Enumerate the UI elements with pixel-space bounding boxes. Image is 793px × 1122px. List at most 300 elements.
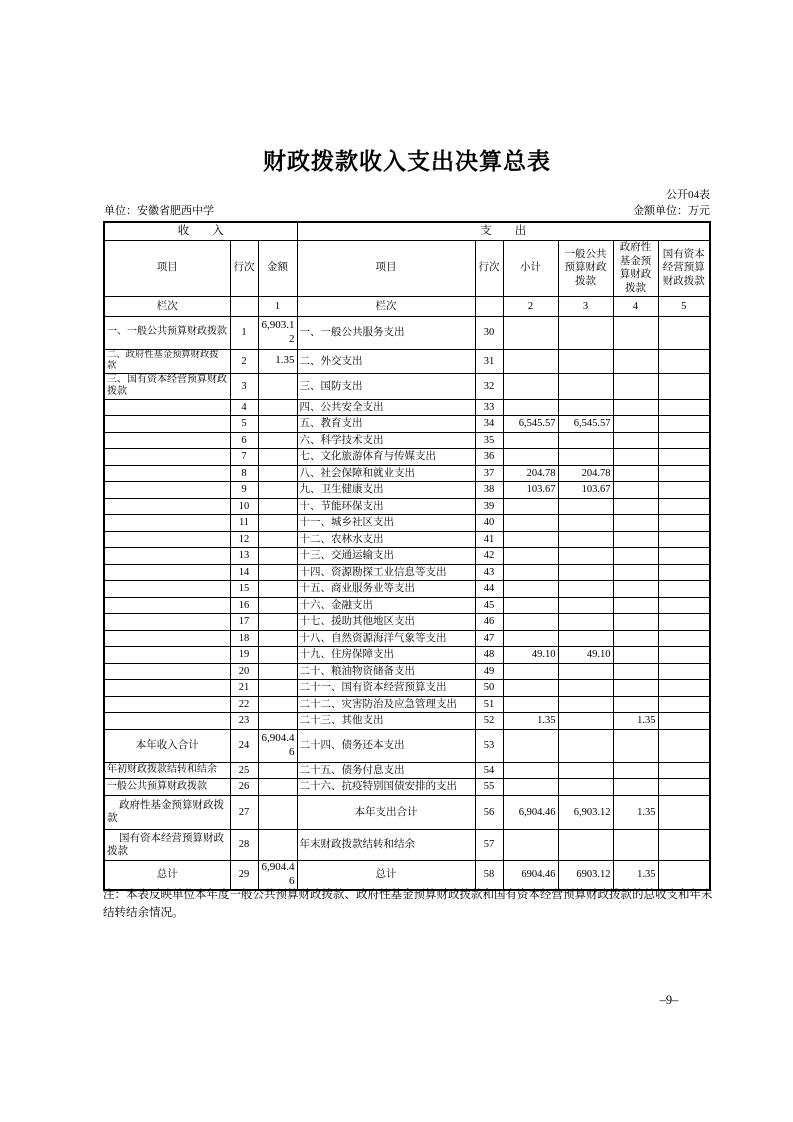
income-item-cell (104, 680, 230, 697)
col-expense-line: 行次 (475, 241, 503, 297)
expense-line-cell: 46 (475, 614, 503, 631)
income-amount-cell (258, 399, 297, 416)
general-budget-cell (558, 597, 613, 614)
column-index-row (104, 296, 710, 316)
state-capital-cell (658, 349, 710, 373)
income-item-cell (104, 630, 230, 647)
state-capital-cell (658, 795, 710, 829)
state-capital-cell (658, 696, 710, 713)
subtotal-cell (503, 614, 558, 631)
gov-fund-cell (613, 779, 658, 796)
general-budget-cell (558, 614, 613, 631)
table-row (104, 829, 710, 860)
income-item-cell (104, 597, 230, 614)
general-budget-cell (558, 779, 613, 796)
state-capital-cell (658, 713, 710, 730)
income-item-cell (104, 548, 230, 565)
income-amount-cell (258, 762, 297, 779)
gov-fund-cell (613, 349, 658, 373)
gov-fund-cell: 1.35 (613, 860, 658, 890)
expense-line-cell: 39 (475, 498, 503, 515)
income-amount-cell (258, 795, 297, 829)
table-row (104, 647, 710, 664)
col-general-budget: 一般公共预算财政拨款 (558, 241, 613, 297)
col-income-amount: 金额 (258, 241, 297, 297)
gov-fund-cell (613, 762, 658, 779)
income-amount-cell: 6,904.46 (258, 860, 297, 890)
state-capital-cell (658, 680, 710, 697)
income-line-cell: 18 (230, 630, 258, 647)
income-line-cell: 27 (230, 795, 258, 829)
expense-line-cell: 48 (475, 647, 503, 664)
income-amount-cell (258, 597, 297, 614)
subtotal-cell: 6,545.57 (503, 416, 558, 433)
income-line-cell: 12 (230, 531, 258, 548)
page-number: –9– (659, 993, 679, 1007)
income-line-cell: 14 (230, 564, 258, 581)
table-row (104, 349, 710, 373)
income-line-cell: 23 (230, 713, 258, 730)
table-row (104, 399, 710, 416)
expense-item-cell: 年末财政拨款结转和结余 (297, 829, 475, 860)
state-capital-cell (658, 432, 710, 449)
expense-line-cell: 34 (475, 416, 503, 433)
expense-line-cell: 45 (475, 597, 503, 614)
general-budget-cell: 103.67 (558, 482, 613, 499)
subtotal-cell (503, 373, 558, 399)
expense-item-cell: 九、卫生健康支出 (297, 482, 475, 499)
gov-fund-cell (613, 729, 658, 762)
income-amount-cell (258, 779, 297, 796)
general-budget-cell (558, 548, 613, 565)
expense-item-cell: 本年支出合计 (297, 795, 475, 829)
table-row (104, 515, 710, 532)
expense-item-cell: 总计 (297, 860, 475, 890)
expense-item-cell: 十九、住房保障支出 (297, 647, 475, 664)
lanci-expense-line (475, 296, 503, 316)
gov-fund-cell (613, 630, 658, 647)
general-budget-cell (558, 762, 613, 779)
income-amount-cell (258, 680, 297, 697)
income-line-cell: 24 (230, 729, 258, 762)
expense-line-cell: 54 (475, 762, 503, 779)
lanci-col-1: 1 (258, 296, 297, 316)
subtotal-cell: 204.78 (503, 465, 558, 482)
income-item-cell (104, 449, 230, 466)
lanci-income-line (230, 296, 258, 316)
income-item-cell (104, 482, 230, 499)
income-line-cell: 21 (230, 680, 258, 697)
income-line-cell: 13 (230, 548, 258, 565)
subtotal-cell (503, 449, 558, 466)
gov-fund-cell (613, 696, 658, 713)
expense-line-cell: 58 (475, 860, 503, 890)
gov-fund-cell (613, 465, 658, 482)
income-amount-cell (258, 465, 297, 482)
subtotal-cell (503, 432, 558, 449)
income-item-cell (104, 515, 230, 532)
income-line-cell: 20 (230, 663, 258, 680)
income-item-cell: 年初财政拨款结转和结余 (104, 762, 230, 779)
subtotal-cell (503, 531, 558, 548)
income-line-cell: 5 (230, 416, 258, 433)
income-amount-cell (258, 696, 297, 713)
meta-row (104, 202, 710, 218)
state-capital-cell (658, 449, 710, 466)
general-budget-cell (558, 581, 613, 598)
income-amount-cell (258, 416, 297, 433)
expense-line-cell: 50 (475, 680, 503, 697)
table-row (104, 449, 710, 466)
income-item-cell: 一、一般公共预算财政拨款 (104, 316, 230, 349)
table-row (104, 762, 710, 779)
income-item-cell: 二、政府性基金预算财政拨款 (104, 349, 230, 373)
income-amount-cell (258, 548, 297, 565)
expense-line-cell: 31 (475, 349, 503, 373)
expense-item-cell: 十五、商业服务业等支出 (297, 581, 475, 598)
income-amount-cell (258, 449, 297, 466)
table-row (104, 680, 710, 697)
gov-fund-cell (613, 597, 658, 614)
expense-item-cell: 八、社会保障和就业支出 (297, 465, 475, 482)
col-income-line: 行次 (230, 241, 258, 297)
state-capital-cell (658, 762, 710, 779)
general-budget-cell (558, 498, 613, 515)
subtotal-cell (503, 663, 558, 680)
gov-fund-cell (613, 432, 658, 449)
income-line-cell: 17 (230, 614, 258, 631)
table-row (104, 614, 710, 631)
subtotal-cell: 6904.46 (503, 860, 558, 890)
table-row (104, 779, 710, 796)
expense-line-cell: 36 (475, 449, 503, 466)
fiscal-table (103, 221, 711, 891)
state-capital-cell (658, 316, 710, 349)
income-item-cell (104, 465, 230, 482)
gov-fund-cell (613, 531, 658, 548)
subtotal-cell (503, 548, 558, 565)
state-capital-cell (658, 779, 710, 796)
income-line-cell: 28 (230, 829, 258, 860)
general-budget-cell (558, 449, 613, 466)
col-state-capital: 国有资本经营预算财政拨款 (658, 241, 710, 297)
table-row (104, 597, 710, 614)
table-row (104, 729, 710, 762)
footnote: 注：本表反映单位本年度一般公共预算财政拨款、政府性基金预算财政拨款和国有资本经营预算财政拨款的总收支和年末结转结余情况。 (103, 889, 713, 920)
income-amount-cell (258, 581, 297, 598)
expense-item-cell: 十六、金融支出 (297, 597, 475, 614)
gov-fund-cell (613, 449, 658, 466)
gov-fund-cell (613, 680, 658, 697)
income-line-cell: 3 (230, 373, 258, 399)
gov-fund-cell: 1.35 (613, 795, 658, 829)
income-amount-cell (258, 564, 297, 581)
amount-unit-label: 金额单位：万元 (633, 205, 710, 217)
expense-item-cell: 十四、资源勘探工业信息等支出 (297, 564, 475, 581)
expense-line-cell: 47 (475, 630, 503, 647)
expense-item-cell: 十三、交通运输支出 (297, 548, 475, 565)
table-row (104, 630, 710, 647)
general-budget-cell (558, 564, 613, 581)
gov-fund-cell (613, 829, 658, 860)
income-item-cell: 本年收入合计 (104, 729, 230, 762)
subtotal-cell (503, 316, 558, 349)
unit-label: 单位：安徽省肥西中学 (104, 205, 214, 217)
lanci-col-4: 4 (613, 296, 658, 316)
income-line-cell: 25 (230, 762, 258, 779)
general-budget-cell (558, 729, 613, 762)
income-line-cell: 22 (230, 696, 258, 713)
gov-fund-cell (613, 614, 658, 631)
income-item-cell (104, 432, 230, 449)
expense-item-cell: 十一、城乡社区支出 (297, 515, 475, 532)
expense-item-cell: 十七、援助其他地区支出 (297, 614, 475, 631)
expense-line-cell: 53 (475, 729, 503, 762)
subtotal-cell: 1.35 (503, 713, 558, 730)
expense-item-cell: 二十三、其他支出 (297, 713, 475, 730)
expense-item-cell: 七、文化旅游体育与传媒支出 (297, 449, 475, 466)
subtotal-cell (503, 829, 558, 860)
income-section-header: 收 入 (104, 222, 297, 241)
income-item-cell: 三、国有资本经营预算财政拨款 (104, 373, 230, 399)
expense-item-cell: 二十一、国有资本经营预算支出 (297, 680, 475, 697)
table-row (104, 432, 710, 449)
subtotal-cell (503, 399, 558, 416)
table-row (104, 548, 710, 565)
lanci-income: 栏次 (104, 296, 230, 316)
table-row (104, 482, 710, 499)
income-item-cell (104, 498, 230, 515)
general-budget-cell (558, 432, 613, 449)
state-capital-cell (658, 531, 710, 548)
table-row (104, 795, 710, 829)
gov-fund-cell (613, 581, 658, 598)
general-budget-cell: 204.78 (558, 465, 613, 482)
income-amount-cell: 6,903.12 (258, 316, 297, 349)
income-amount-cell: 1.35 (258, 349, 297, 373)
expense-line-cell: 35 (475, 432, 503, 449)
section-header-row (104, 222, 710, 241)
income-item-cell (104, 696, 230, 713)
expense-item-cell: 五、教育支出 (297, 416, 475, 433)
expense-line-cell: 41 (475, 531, 503, 548)
state-capital-cell (658, 663, 710, 680)
gov-fund-cell (613, 399, 658, 416)
income-line-cell: 16 (230, 597, 258, 614)
expense-item-cell: 十、节能环保支出 (297, 498, 475, 515)
expense-item-cell: 二十六、抗疫特别国债安排的支出 (297, 779, 475, 796)
state-capital-cell (658, 829, 710, 860)
income-line-cell: 6 (230, 432, 258, 449)
gov-fund-cell: 1.35 (613, 713, 658, 730)
state-capital-cell (658, 581, 710, 598)
income-line-cell: 9 (230, 482, 258, 499)
income-item-cell (104, 713, 230, 730)
page-title: 财政拨款收入支出决算总表 (263, 149, 551, 174)
general-budget-cell: 6,903.12 (558, 795, 613, 829)
general-budget-cell (558, 713, 613, 730)
table-row (104, 564, 710, 581)
table-row (104, 663, 710, 680)
table-row (104, 581, 710, 598)
general-budget-cell (558, 349, 613, 373)
expense-item-cell: 十八、自然资源海洋气象等支出 (297, 630, 475, 647)
income-amount-cell (258, 663, 297, 680)
table-code-label: 公开04表 (666, 189, 710, 201)
income-amount-cell (258, 630, 297, 647)
expense-item-cell: 二十四、债务还本支出 (297, 729, 475, 762)
lanci-col-3: 3 (558, 296, 613, 316)
col-income-item: 项目 (104, 241, 230, 297)
income-amount-cell (258, 531, 297, 548)
table-row (104, 373, 710, 399)
gov-fund-cell (613, 416, 658, 433)
expense-line-cell: 32 (475, 373, 503, 399)
general-budget-cell (558, 531, 613, 548)
income-line-cell: 15 (230, 581, 258, 598)
general-budget-cell: 6,545.57 (558, 416, 613, 433)
state-capital-cell (658, 482, 710, 499)
subtotal-cell (503, 779, 558, 796)
expense-line-cell: 40 (475, 515, 503, 532)
lanci-col-5: 5 (658, 296, 710, 316)
income-line-cell: 1 (230, 316, 258, 349)
income-item-cell (104, 614, 230, 631)
income-item-cell (104, 663, 230, 680)
income-amount-cell (258, 498, 297, 515)
gov-fund-cell (613, 373, 658, 399)
state-capital-cell (658, 416, 710, 433)
general-budget-cell (558, 630, 613, 647)
lanci-col-2: 2 (503, 296, 558, 316)
income-line-cell: 2 (230, 349, 258, 373)
state-capital-cell (658, 548, 710, 565)
col-gov-fund: 政府性基金预算财政拨款 (613, 241, 658, 297)
expense-item-cell: 二十、粮油物资储备支出 (297, 663, 475, 680)
subtotal-cell (503, 564, 558, 581)
subtotal-cell (503, 515, 558, 532)
table-body (104, 316, 710, 890)
general-budget-cell (558, 663, 613, 680)
general-budget-cell (558, 829, 613, 860)
general-budget-cell (558, 399, 613, 416)
income-amount-cell (258, 432, 297, 449)
income-line-cell: 29 (230, 860, 258, 890)
expense-item-cell: 四、公共安全支出 (297, 399, 475, 416)
lanci-expense: 栏次 (297, 296, 475, 316)
expense-item-cell: 二、外交支出 (297, 349, 475, 373)
income-item-cell (104, 399, 230, 416)
table-row (104, 696, 710, 713)
expense-line-cell: 33 (475, 399, 503, 416)
expense-line-cell: 56 (475, 795, 503, 829)
gov-fund-cell (613, 515, 658, 532)
table-row (104, 465, 710, 482)
general-budget-cell (558, 696, 613, 713)
expense-line-cell: 37 (475, 465, 503, 482)
state-capital-cell (658, 515, 710, 532)
income-amount-cell: 6,904.46 (258, 729, 297, 762)
general-budget-cell: 6903.12 (558, 860, 613, 890)
subtotal-cell (503, 696, 558, 713)
state-capital-cell (658, 498, 710, 515)
expense-item-cell: 十二、农林水支出 (297, 531, 475, 548)
expense-item-cell: 一、一般公共服务支出 (297, 316, 475, 349)
gov-fund-cell (613, 482, 658, 499)
gov-fund-cell (613, 663, 658, 680)
expense-item-cell: 二十五、债务付息支出 (297, 762, 475, 779)
general-budget-cell (558, 680, 613, 697)
expense-line-cell: 30 (475, 316, 503, 349)
expense-line-cell: 49 (475, 663, 503, 680)
state-capital-cell (658, 399, 710, 416)
income-item-cell (104, 531, 230, 548)
gov-fund-cell (613, 498, 658, 515)
table-row (104, 713, 710, 730)
expense-line-cell: 52 (475, 713, 503, 730)
income-amount-cell (258, 515, 297, 532)
expense-line-cell: 44 (475, 581, 503, 598)
income-amount-cell (258, 829, 297, 860)
general-budget-cell (558, 373, 613, 399)
subtotal-cell (503, 498, 558, 515)
income-line-cell: 8 (230, 465, 258, 482)
expenditure-section-header: 支 出 (297, 222, 710, 241)
income-line-cell: 11 (230, 515, 258, 532)
column-header-row (104, 241, 710, 297)
state-capital-cell (658, 614, 710, 631)
subtotal-cell (503, 680, 558, 697)
col-subtotal: 小计 (503, 241, 558, 297)
income-item-cell: 国有资本经营预算财政拨款 (104, 829, 230, 860)
col-expense-item: 项目 (297, 241, 475, 297)
expense-line-cell: 43 (475, 564, 503, 581)
expense-line-cell: 57 (475, 829, 503, 860)
income-item-cell: 一般公共预算财政拨款 (104, 779, 230, 796)
expense-line-cell: 51 (475, 696, 503, 713)
subtotal-cell (503, 762, 558, 779)
general-budget-cell: 49.10 (558, 647, 613, 664)
table-row (104, 498, 710, 515)
state-capital-cell (658, 729, 710, 762)
income-amount-cell (258, 614, 297, 631)
state-capital-cell (658, 630, 710, 647)
income-item-cell (104, 416, 230, 433)
state-capital-cell (658, 465, 710, 482)
subtotal-cell (503, 597, 558, 614)
state-capital-cell (658, 373, 710, 399)
income-line-cell: 26 (230, 779, 258, 796)
income-item-cell (104, 564, 230, 581)
income-amount-cell (258, 482, 297, 499)
subtotal-cell: 6,904.46 (503, 795, 558, 829)
income-item-cell (104, 647, 230, 664)
expense-item-cell: 二十二、灾害防治及应急管理支出 (297, 696, 475, 713)
income-item-cell: 总计 (104, 860, 230, 890)
income-amount-cell (258, 373, 297, 399)
income-line-cell: 10 (230, 498, 258, 515)
state-capital-cell (658, 564, 710, 581)
income-line-cell: 19 (230, 647, 258, 664)
income-line-cell: 4 (230, 399, 258, 416)
subtotal-cell (503, 581, 558, 598)
subtotal-cell (503, 729, 558, 762)
table-row (104, 416, 710, 433)
expense-item-cell: 三、国防支出 (297, 373, 475, 399)
expense-line-cell: 38 (475, 482, 503, 499)
general-budget-cell (558, 316, 613, 349)
subtotal-cell: 103.67 (503, 482, 558, 499)
